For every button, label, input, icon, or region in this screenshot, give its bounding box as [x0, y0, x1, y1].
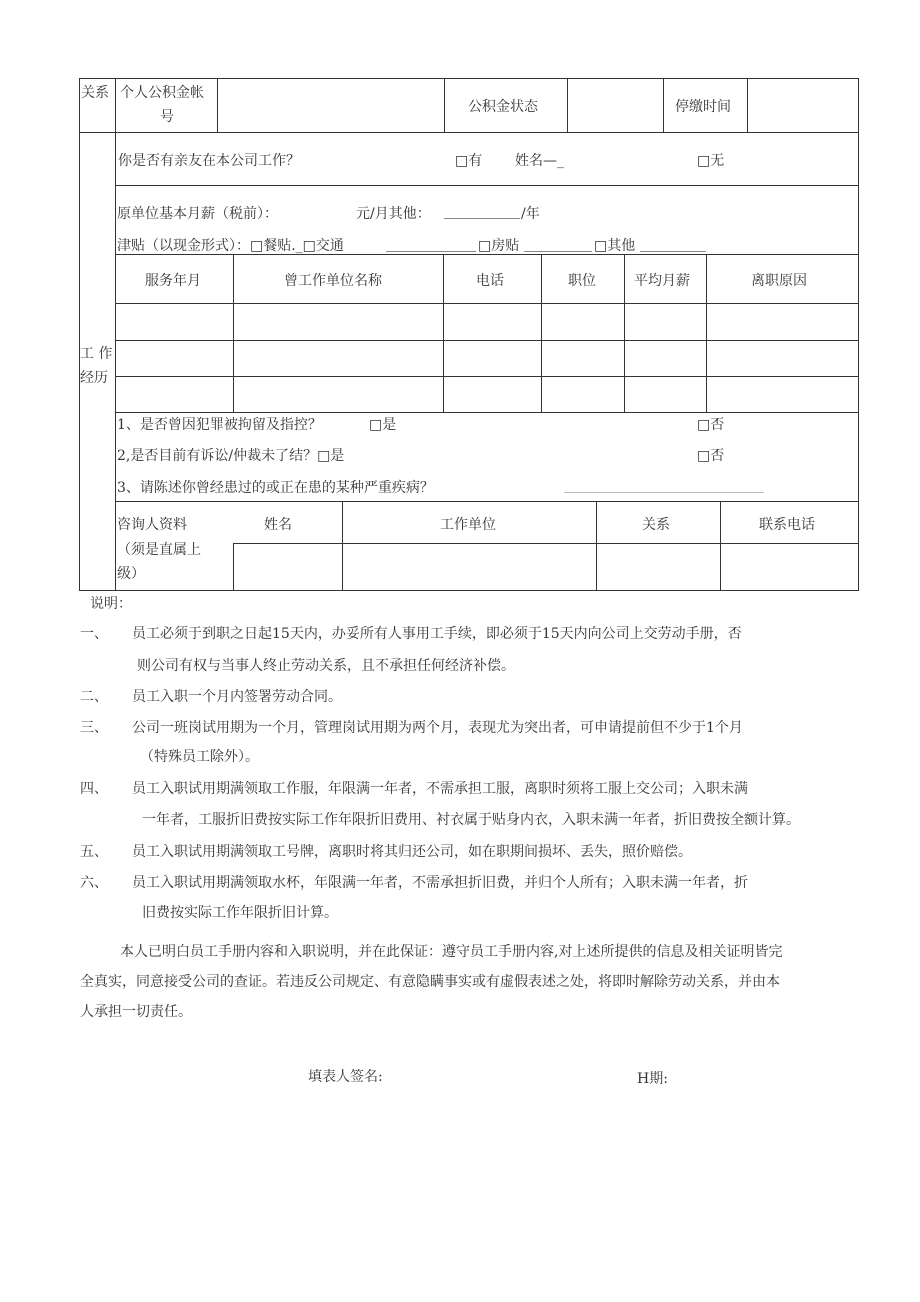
table-row-line — [79, 132, 859, 133]
reference-name-header: 姓名 — [264, 517, 292, 533]
allowance-label: 津贴（以现金形式）：□餐贴._□交通 — [117, 238, 344, 254]
stop-time-field[interactable] — [748, 79, 857, 131]
table-border-top — [79, 78, 859, 79]
signer-label: 填表人签名: — [308, 1069, 383, 1085]
table-divider — [342, 501, 343, 591]
note-number: 五、 — [80, 844, 108, 860]
reference-employer-header: 工作单位 — [440, 517, 496, 533]
note-text: 员工入职试用期满领取水杯，年限满一年者，不需承担折旧费，并归个人所有；入职未满一年者，折 — [132, 875, 748, 891]
question-criminal-no-checkbox[interactable]: □否 — [697, 417, 725, 433]
notes-title: 说明： — [90, 596, 132, 612]
date-field[interactable] — [676, 1064, 826, 1086]
note-number: 四、 — [80, 781, 108, 797]
reference-label-2: （须是直属上 — [117, 542, 201, 558]
question-criminal: 1、是否曾因犯罪被拘留及指控？ — [117, 417, 322, 433]
table-divider-left-column — [115, 78, 116, 591]
table-row-line — [115, 376, 859, 377]
table-row-line — [233, 543, 859, 544]
salary-unit-label: 元/月其他： — [356, 206, 431, 222]
declaration-line-2: 全真实，同意接受公司的查证。若违反公司规定、有意隐瞒事实或有虚假表述之处，将即时解除劳动关系，并由本 — [80, 974, 780, 990]
table-divider — [444, 78, 445, 132]
table-border-left — [79, 78, 80, 591]
declaration-line-3: 人承担一切责任。 — [80, 1004, 192, 1020]
note-text: 公司一班岗试用期为一个月，管理岗试用期为两个月，表现尤为突出者，可申请提前但不少于1个月 — [132, 720, 743, 736]
housing-allowance-field[interactable] — [524, 251, 592, 252]
note-text: 员工入职试用期满领取工作服，年限满一年者，不需承担工服，离职时须将工服上交公司；入职未满 — [132, 781, 748, 797]
note-text: 员工必须于到职之日起15天内，办妥所有人事用工手续，即必须于15天内向公司上交劳动手册，否 — [132, 626, 742, 642]
relatives-no-checkbox[interactable]: □无 — [697, 153, 725, 169]
note-text-continued: （特殊员工除外）。 — [140, 749, 259, 765]
question-illness: 3、请陈述你曾经患过的或正在患的某种严重疾病？ — [117, 480, 434, 496]
table-border-bottom — [79, 590, 859, 591]
question-litigation: 2,是否目前有诉讼/仲裁未了结？□是 — [117, 448, 345, 464]
base-salary-label: 原单位基本月薪（税前）： — [117, 206, 278, 222]
date-label: H期: — [637, 1071, 668, 1087]
signature-field[interactable] — [395, 1064, 575, 1086]
reference-label-3: 级） — [117, 566, 145, 582]
other-allowance-checkbox[interactable]: □其他 — [594, 238, 636, 254]
reference-phone-header: 联系电话 — [759, 517, 815, 533]
header-avg-salary: 平均月薪 — [634, 273, 690, 289]
other-allowance-field[interactable] — [640, 251, 706, 252]
table-row-line — [115, 501, 859, 502]
note-text: 员工入职试用期满领取工号牌，离职时将其归还公司，如在职期间损坏、丢失，照价赔偿。 — [132, 844, 692, 860]
table-divider — [443, 254, 444, 412]
question-litigation-no-checkbox[interactable]: □否 — [697, 448, 725, 464]
note-number: 一、 — [80, 626, 108, 642]
transport-allowance-field[interactable] — [386, 251, 476, 252]
fund-status-label: 公积金状态 — [468, 99, 538, 115]
account-label-line1: 个人公积金帐 — [120, 85, 204, 101]
table-divider — [596, 501, 597, 591]
relatives-question: 你是否有亲友在本公司工作？ — [118, 153, 300, 169]
table-divider — [624, 254, 625, 412]
header-phone: 电话 — [476, 273, 504, 289]
note-number: 二、 — [80, 689, 108, 705]
table-divider — [233, 543, 234, 591]
salary-year-label: /年 — [521, 206, 540, 222]
header-employer-name: 曾工作单位名称 — [284, 273, 382, 289]
note-number: 三、 — [80, 720, 108, 736]
table-row-line — [115, 340, 859, 341]
other-income-field[interactable] — [444, 218, 520, 219]
account-label-line2: 号 — [160, 109, 174, 125]
reference-label-1: 咨询人资料 — [117, 517, 187, 533]
table-row-line — [115, 185, 859, 186]
housing-allowance-checkbox[interactable]: □房贴 — [478, 238, 520, 254]
illness-answer-field[interactable] — [564, 492, 764, 493]
relatives-yes-checkbox[interactable]: □有 — [455, 153, 483, 169]
account-field[interactable] — [218, 79, 443, 131]
relation-label: 关系 — [81, 85, 109, 101]
table-divider — [541, 254, 542, 412]
work-history-section-label-2: 经历 — [80, 370, 108, 386]
declaration-line-1: 本人已明白员工手册内容和入职说明，并在此保证：遵守员工手册内容,对上述所提供的信息及相关证明皆完 — [120, 944, 783, 960]
relatives-name-label: 姓名—_ — [515, 153, 564, 169]
table-row-line — [115, 303, 859, 304]
note-text-continued: 一年者，工服折旧费按实际工作年限折旧费用、衬衣属于贴身内衣，入职未满一年者，折旧费按全额计算。 — [142, 812, 800, 828]
table-divider — [663, 78, 664, 132]
note-text: 员工入职一个月内签署劳动合同。 — [132, 689, 342, 705]
table-border-right — [858, 78, 859, 591]
header-leave-reason: 离职原因 — [751, 273, 807, 289]
note-text-continued: 则公司有权与当事人终止劳动关系，且不承担任何经济补偿。 — [137, 658, 515, 674]
table-divider — [233, 254, 234, 412]
table-divider — [706, 254, 707, 412]
note-text-continued: 旧费按实际工作年限折旧计算。 — [142, 905, 338, 921]
question-criminal-yes-checkbox[interactable]: □是 — [369, 417, 397, 433]
work-history-section-label-1: 工 作 — [80, 346, 113, 362]
header-service-period: 服务年月 — [145, 273, 201, 289]
note-number: 六、 — [80, 875, 108, 891]
reference-relation-header: 关系 — [642, 517, 670, 533]
table-row-line — [115, 412, 859, 413]
fund-status-field[interactable] — [568, 79, 662, 131]
table-divider — [720, 501, 721, 591]
stop-time-label: 停缴时间 — [675, 99, 731, 115]
header-position: 职位 — [568, 273, 596, 289]
